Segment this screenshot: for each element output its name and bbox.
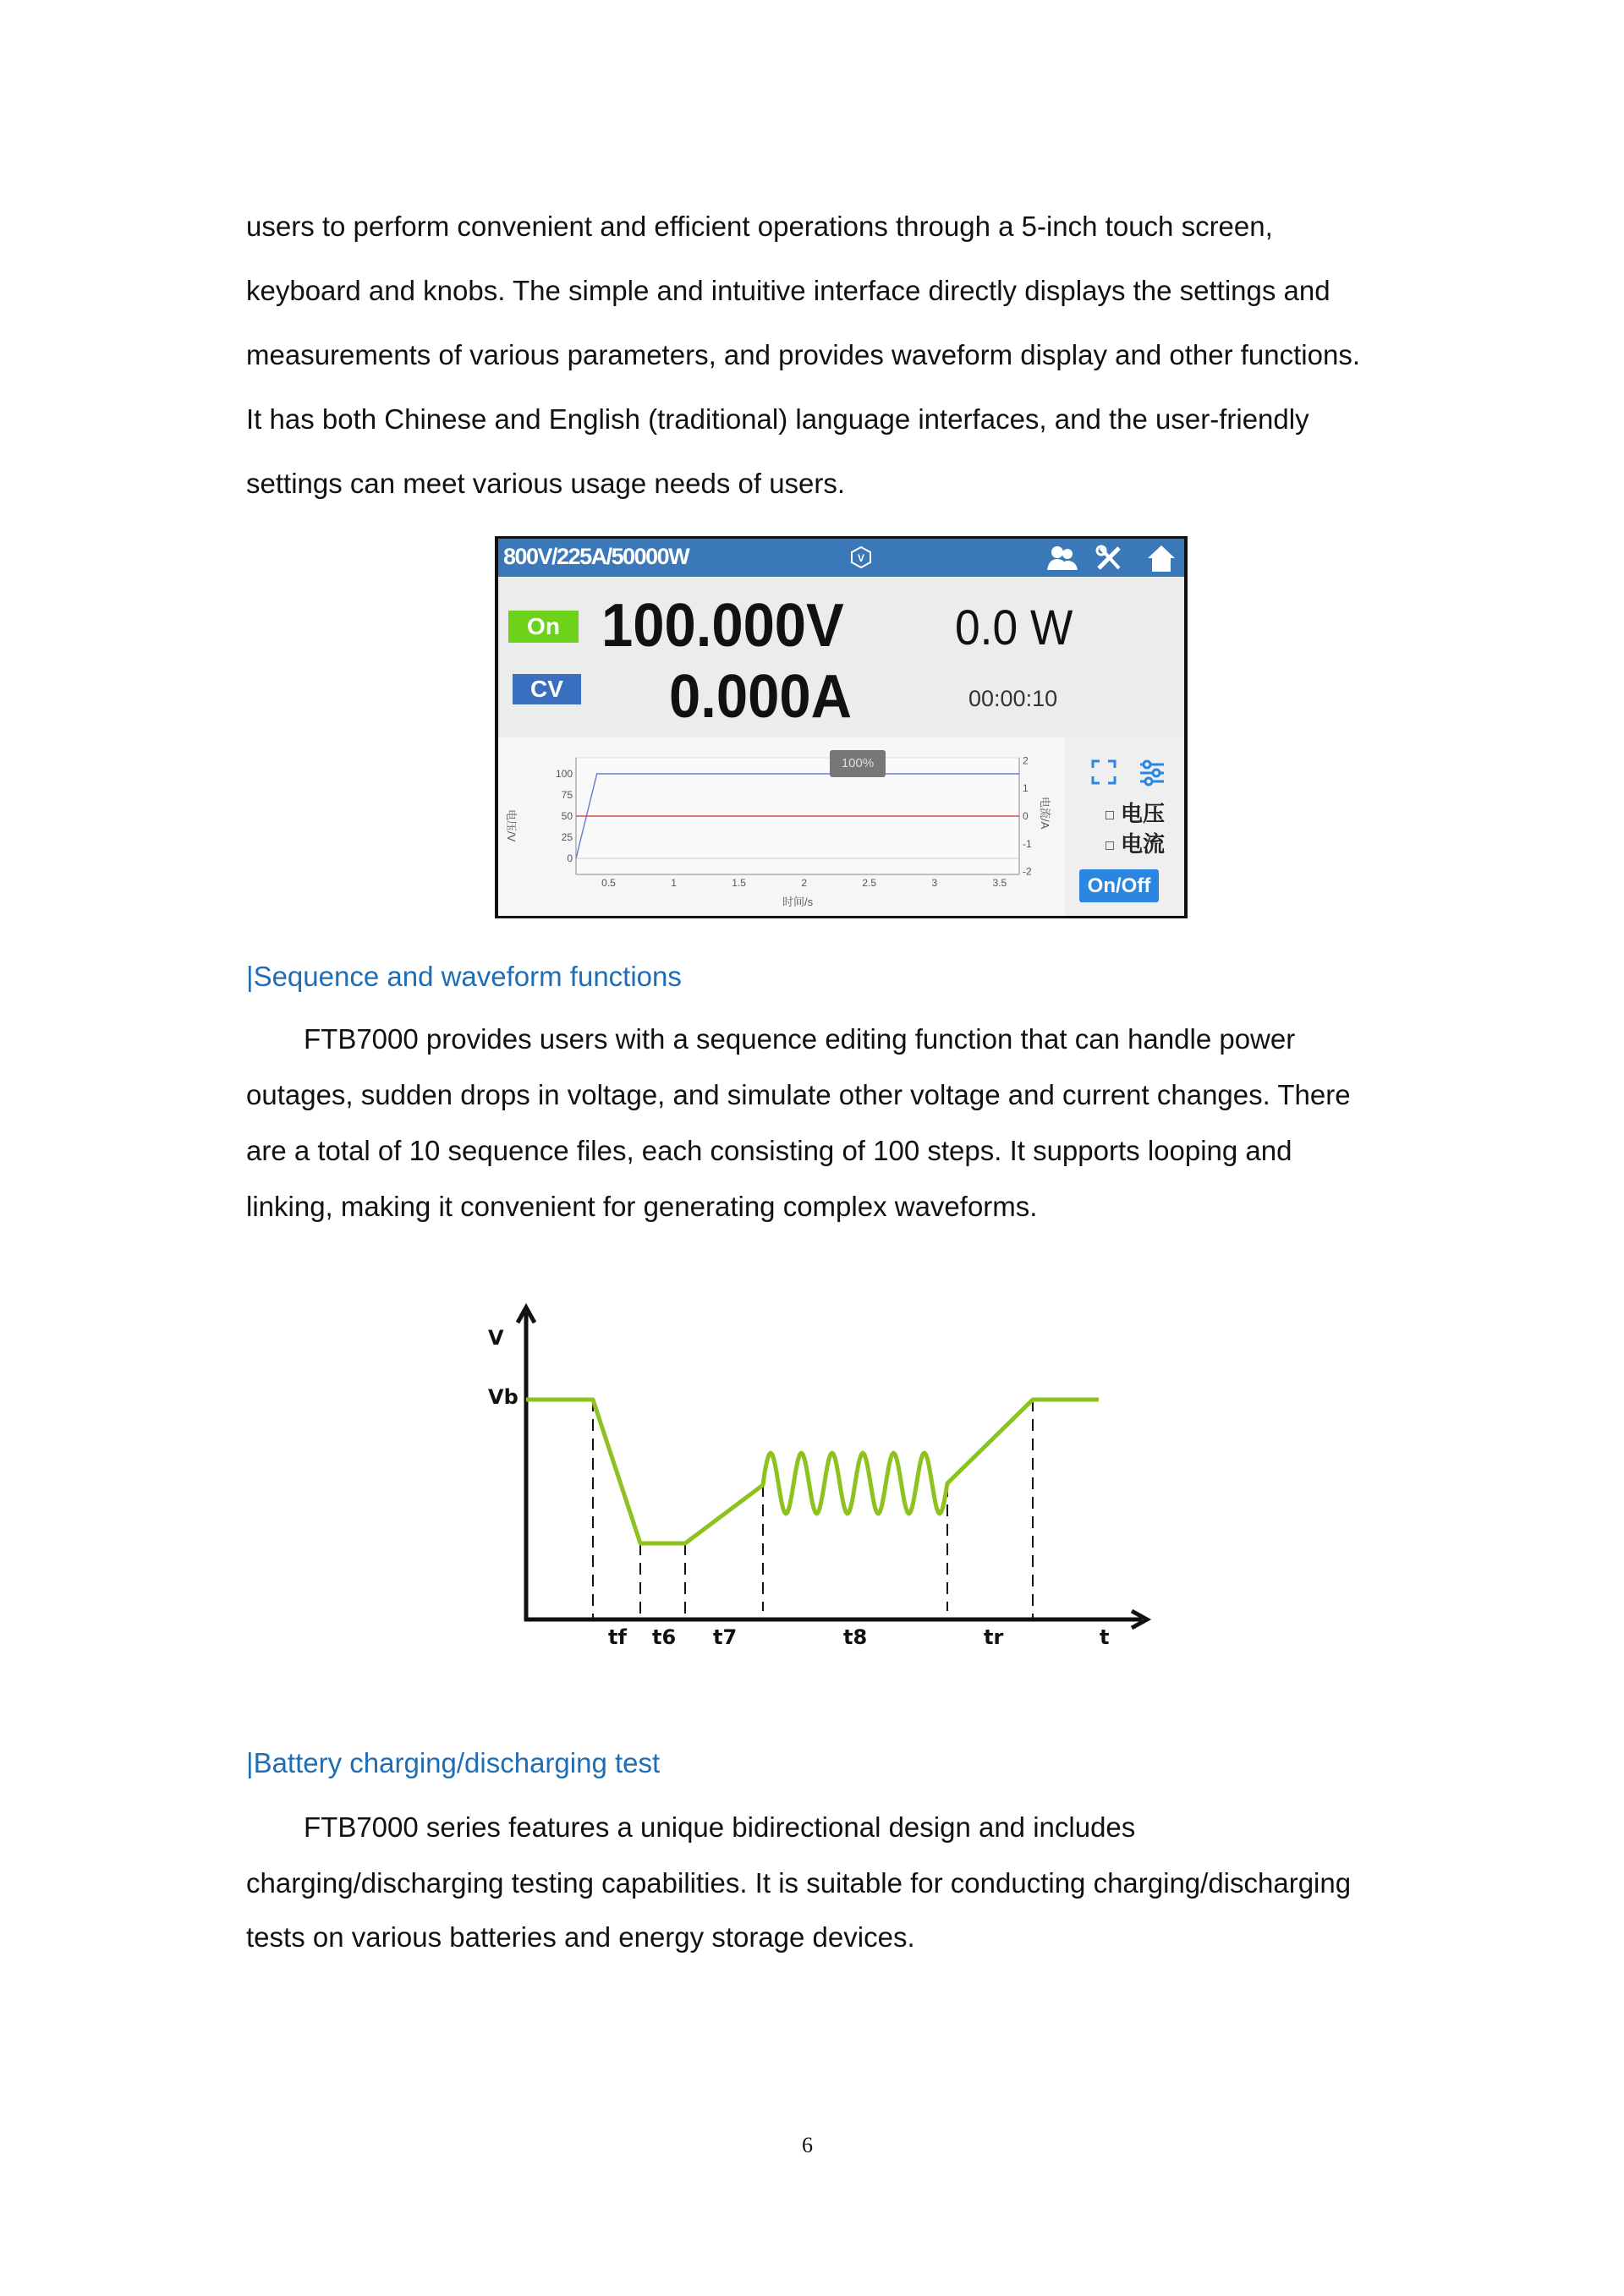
text-line: charging/discharging testing capabilities. It is suitable for conducting charging/discharging <box>246 1867 1352 1899</box>
y-tick-label: 25 <box>561 831 573 843</box>
x-axis-label: t <box>1100 1625 1110 1649</box>
current-readout: 0.000A <box>669 663 852 731</box>
x-tick-label: 1.5 <box>732 877 746 889</box>
section-heading: |Battery charging/discharging test <box>246 1747 661 1778</box>
text-line: keyboard and knobs. The simple and intuitive interface directly displays the settings and <box>246 275 1330 306</box>
voltage-readout: 100.000V <box>601 592 844 660</box>
y2-tick-label: -2 <box>1023 865 1032 878</box>
y-tick-label: 50 <box>561 810 573 822</box>
text-line: tests on various batteries and energy storage devices. <box>246 1921 915 1953</box>
level-label: Vb <box>488 1385 518 1409</box>
text-line: are a total of 10 sequence files, each consisting of 100 steps. It supports looping and <box>246 1135 1292 1166</box>
y2-tick-label: 0 <box>1023 810 1029 822</box>
text-line: It has both Chinese and English (traditional) language interfaces, and the user-friendly <box>246 403 1309 435</box>
voltage-waveform <box>526 1400 1099 1543</box>
text-line: FTB7000 series features a unique bidirectional design and includes <box>304 1811 1136 1843</box>
legend-label: 电流 <box>1121 831 1166 857</box>
text-line: measurements of various parameters, and provides waveform display and other functions. <box>246 339 1360 370</box>
timer-readout: 00:00:10 <box>968 686 1058 711</box>
output-state-badge: On <box>508 611 579 643</box>
x-tick-label: 0.5 <box>601 877 616 889</box>
y-axis-label: 电压/V <box>505 809 518 842</box>
on-off-button[interactable]: On/Off <box>1079 869 1159 902</box>
y-tick-label: 100 <box>555 768 573 780</box>
x-axis-label: 时间/s <box>782 896 814 908</box>
y-tick-label: 0 <box>567 852 573 864</box>
legend-label: 电压 <box>1121 801 1166 826</box>
x-tick-label: 3 <box>931 877 938 889</box>
page-number: 6 <box>802 2133 813 2157</box>
text-line: users to perform convenient and efficient operations through a 5-inch touch screen, <box>246 211 1273 242</box>
y2-tick-label: -1 <box>1023 837 1032 850</box>
x-tick-label: 2.5 <box>862 877 877 889</box>
svg-text:V: V <box>857 552 865 564</box>
y-tick-label: 75 <box>561 789 573 801</box>
phase-label: tr <box>984 1625 1004 1649</box>
phase-label: t6 <box>652 1625 677 1649</box>
text-line: linking, making it convenient for generating complex waveforms. <box>246 1191 1038 1222</box>
zoom-percent-badge: 100% <box>830 750 886 777</box>
y2-tick-label: 2 <box>1023 754 1029 767</box>
y2-tick-label: 1 <box>1023 782 1029 795</box>
x-tick-label: 1 <box>671 877 677 889</box>
mode-badge: CV <box>513 674 581 704</box>
section-heading: |Sequence and waveform functions <box>246 961 682 992</box>
model-title: 800V/225A/50000W <box>503 544 689 569</box>
power-readout: 0.0 W <box>955 600 1073 655</box>
phase-label: tf <box>608 1625 627 1649</box>
y2-axis-label: 电流/A <box>1039 797 1051 830</box>
text-line: outages, sudden drops in voltage, and simulate other voltage and current changes. There <box>246 1079 1351 1110</box>
y-axis <box>518 1307 535 1621</box>
phase-label: t8 <box>843 1625 868 1649</box>
phase-label: t7 <box>713 1625 738 1649</box>
x-tick-label: 2 <box>801 877 808 889</box>
x-tick-label: 3.5 <box>992 877 1007 889</box>
text-line: settings can meet various usage needs of users. <box>246 468 846 499</box>
y-axis-label: V <box>488 1326 504 1350</box>
text-line: FTB7000 provides users with a sequence editing function that can handle power <box>304 1023 1296 1055</box>
